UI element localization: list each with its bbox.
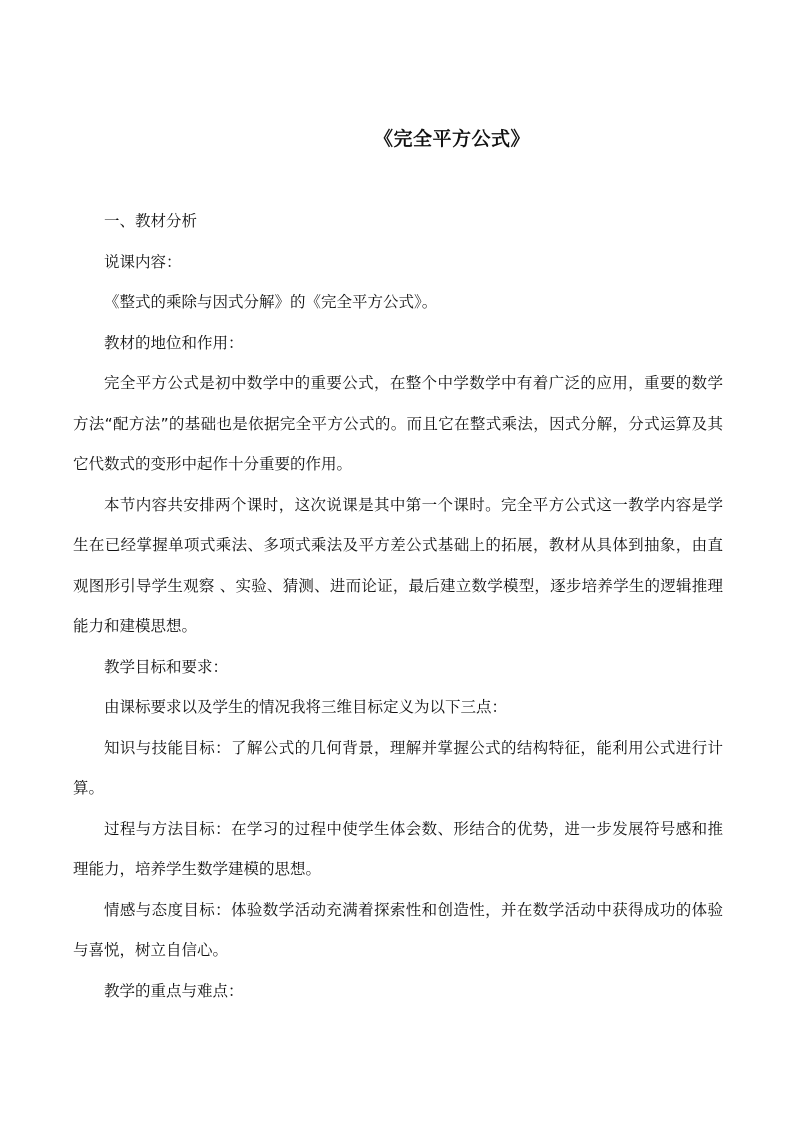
- paragraph-lesson-content: 《整式的乘除与因式分解》的《完全平方公式》。: [104, 293, 438, 311]
- section-heading-textbook-analysis: 一、教材分析: [104, 212, 198, 230]
- paragraph-goals-intro: 由课标要求以及学生的情况我将三维目标定义为以下三点：: [104, 698, 508, 716]
- document-title: 《完全平方公式》: [373, 128, 530, 150]
- paragraph-goal-emotion: 情感与态度目标：体验数学活动充满着探索性和创造性，并在数学活动中获得成功的体验与喜悦，树立自信心。: [73, 900, 723, 959]
- paragraph-goal-process: 过程与方法目标：在学习的过程中使学生体会数、形结合的优势，进一步发展符号感和推理能力，培养学生数学建模的思想。: [73, 819, 723, 878]
- paragraph-goal-knowledge: 知识与技能目标：了解公式的几何背景，理解并掌握公式的结构特征，能利用公式进行计算。: [73, 738, 723, 797]
- paragraph-lesson-content-label: 说课内容：: [104, 252, 182, 271]
- paragraph-role: 完全平方公式是初中数学中的重要公式，在整个中学数学中有着广泛的应用，重要的数学方法“配方法”的基础也是依据完全平方公式的。而且它在整式乘法，因式分解，分式运算及其它代数式的变形中起作十分重要的作用。: [73, 374, 723, 473]
- paragraph-role-label: 教材的地位和作用：: [104, 333, 244, 352]
- document-body: [73, 201, 723, 1011]
- paragraph-schedule: 本节内容共安排两个课时，这次说课是其中第一个课时。完全平方公式这一教学内容是学生在已经掌握单项式乘法、多项式乘法及平方差公式基础上的拓展，教材从具体到抽象，由直观图形引导学生观察 、实验、猜测、进而论证，最后建立数学模型，逐步培养学生的逻辑推理能力和建模思想。: [73, 495, 723, 635]
- paragraph-goals-label: 教学目标和要求：: [104, 657, 229, 676]
- paragraph-key-points-label: 教学的重点与难点：: [104, 981, 244, 1000]
